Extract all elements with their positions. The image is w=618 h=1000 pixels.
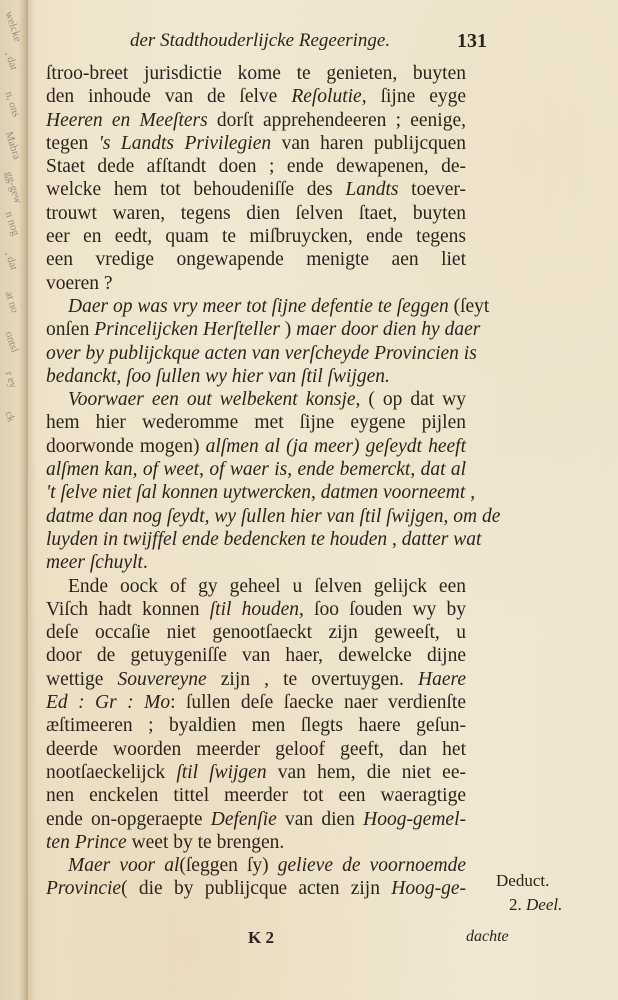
italic-segment: Haere <box>417 668 466 690</box>
gutter-fragment: ck <box>2 410 18 424</box>
roman-segment: voeren ? <box>46 272 113 294</box>
roman-segment: van hem, die niet ee- <box>266 761 466 783</box>
text-line <box>46 458 466 481</box>
italic-segment: Maer voor al <box>68 855 180 877</box>
italic-segment: Daer op was vry meer tot ſijne defentie te ſeggen <box>68 295 449 317</box>
roman-segment: trouwt waren, tegens dien ſelven ſtaet, buyten <box>46 202 466 224</box>
text-line <box>46 202 466 225</box>
roman-segment: eer en eedt, quam te miſbruycken, ende tegens <box>46 226 466 248</box>
text-line <box>46 761 466 784</box>
text-line <box>46 225 466 248</box>
text-line <box>46 575 466 598</box>
roman-segment: , ſijne eyge <box>361 86 467 108</box>
italic-segment: Princelijcken Herſteller <box>94 319 280 341</box>
previous-page-edge <box>0 0 28 1000</box>
italic-segment: 't ſelve niet ſal konnen uytwercken <box>46 482 311 504</box>
roman-segment: nen enckelen tittel meerder tot een waeragtige <box>46 785 466 807</box>
text-line <box>46 691 466 714</box>
roman-segment: nootſaeckelijck <box>46 761 177 783</box>
italic-segment: luyden in twijffel ende bedencken te houden <box>46 528 388 550</box>
italic-segment: Ed : Gr : Mo <box>46 692 171 714</box>
text-line <box>46 831 466 854</box>
text-line <box>46 388 466 411</box>
italic-segment: ſtil ſwijgen <box>176 761 267 783</box>
roman-segment: doorwonde mogen) <box>46 435 206 457</box>
roman-segment: , <box>132 459 143 481</box>
roman-segment: van haren publijcquen <box>271 132 466 154</box>
roman-segment: Viſch hadt konnen <box>46 598 210 620</box>
italic-segment: Voorwaer een out welbekent konsje <box>68 389 356 411</box>
roman-segment: van dien <box>276 808 364 830</box>
roman-segment: welcke hem tot behoudeniſſe des <box>46 179 346 201</box>
italic-segment: dat al <box>420 459 467 481</box>
roman-segment: : ſullen deſe ſaecke naer verdienſte <box>170 692 466 714</box>
gutter-fragment: r ey <box>2 370 20 390</box>
italic-segment: 's Landts Privilegien <box>98 132 272 154</box>
roman-segment: , <box>287 459 298 481</box>
text-line <box>46 528 482 551</box>
italic-segment: Hoog-ge- <box>391 878 466 900</box>
roman-segment: . <box>142 552 148 574</box>
italic-segment: Hoog-gemel- <box>363 808 466 830</box>
page-footer <box>0 928 618 952</box>
text-line <box>46 598 466 621</box>
roman-segment: een vredige ongewapende menigte aen liet <box>46 249 466 271</box>
text-line <box>46 62 466 85</box>
deel-number: 2. <box>509 895 522 914</box>
roman-segment: Staet dede afſtandt doen ; ende dewapenen, de- <box>46 156 466 178</box>
gutter-fragment: at no <box>2 290 21 315</box>
gutter-fragment: n nog <box>2 210 22 238</box>
text-line <box>46 435 466 458</box>
roman-segment: door de getuygeniſſe van haer, dewelcke dijne <box>46 645 466 667</box>
text-line <box>46 668 466 691</box>
italic-segment: Landts <box>345 179 399 201</box>
roman-segment: hem hier wederomme met ſijne eygene pijlen <box>46 412 466 434</box>
roman-segment: (ſeyt <box>448 295 490 317</box>
text-line <box>46 854 466 877</box>
roman-segment: ( die by publijcque acten zijn <box>121 878 392 900</box>
italic-segment: maer door dien hy daer <box>296 319 481 341</box>
italic-segment: over by publijckque acten van verſcheyde Provincien is <box>46 342 477 364</box>
italic-segment: datmen voorneemt <box>320 482 466 504</box>
text-line <box>46 714 466 737</box>
gutter-fragment: Mabra <box>2 130 23 162</box>
text-line <box>46 551 466 574</box>
roman-segment: onſen <box>46 319 95 341</box>
gutter-fragment: ontsl <box>2 330 21 355</box>
italic-segment: meer ſchuylt <box>46 552 143 574</box>
italic-segment: alſmen kan <box>46 459 133 481</box>
deel-label: Deel. <box>526 895 563 914</box>
roman-segment: deſe occaſie niet genootſaeckt zijn geweeſt, u <box>46 622 466 644</box>
roman-segment: æſtimeeren ; byaldien men ſlegts haere geſun- <box>46 715 466 737</box>
side-note-deduct: Deduct. <box>496 871 550 890</box>
text-line <box>46 621 466 644</box>
roman-segment: , <box>410 459 421 481</box>
text-line <box>46 644 466 667</box>
italic-segment: of waer is <box>209 459 288 481</box>
running-head <box>130 30 480 52</box>
text-line <box>46 784 466 807</box>
roman-segment: tegen <box>46 132 99 154</box>
gutter-fragment: n, ons <box>2 90 23 119</box>
italic-segment: ſtil houden <box>209 598 300 620</box>
italic-segment: datme dan nog ſeydt, wy ſullen hier van ſtil ſwijgen, om de <box>46 505 501 527</box>
text-line <box>46 411 466 434</box>
italic-segment: bedanckt, ſoo ſullen wy hier van ſtil ſwijgen. <box>46 365 390 387</box>
running-head-title: der Stadthouderlijcke Regeeringe. <box>130 30 391 51</box>
text-line <box>46 342 477 365</box>
catchword: dachte <box>466 928 509 945</box>
roman-segment: toever- <box>398 179 467 201</box>
italic-segment: ten Prince <box>46 831 127 853</box>
text-line <box>46 505 501 528</box>
roman-segment: , <box>310 482 321 504</box>
roman-segment: , ( op dat wy <box>355 389 466 411</box>
roman-segment: dorſt apprehendeeren ; eenige, <box>207 109 466 131</box>
text-line <box>46 481 476 504</box>
italic-segment: alſmen al (ja meer) geſeydt heeft <box>205 435 466 457</box>
text-line <box>46 808 466 831</box>
text-line <box>46 248 466 271</box>
text-line <box>46 877 466 900</box>
text-line <box>46 178 466 201</box>
italic-segment: ende bemerckt <box>297 459 411 481</box>
roman-segment: , ſoo ſouden wy by <box>299 598 467 620</box>
italic-segment: of weet <box>142 459 200 481</box>
gutter-fragment: welcke <box>2 10 24 44</box>
roman-segment: , <box>465 482 476 504</box>
text-line <box>46 318 481 341</box>
text-line <box>46 365 466 388</box>
side-note-deel <box>509 895 562 915</box>
text-line <box>46 155 466 178</box>
text-line <box>46 109 466 132</box>
roman-segment: , <box>387 528 402 550</box>
italic-segment: Heeren en Meeſters <box>46 109 208 131</box>
body-text <box>46 62 501 901</box>
roman-segment: ſtroo-breet jurisdictie kome te genieten, buyten <box>46 63 466 84</box>
roman-segment: , <box>199 459 210 481</box>
roman-segment: (ſeggen ſy) <box>179 855 278 877</box>
italic-segment: Provincie <box>46 878 122 900</box>
roman-segment: deerde woorden meerder geloof geeft, dan het <box>46 738 466 760</box>
roman-segment: weet by te brengen. <box>126 831 285 853</box>
roman-segment: ende on-opgeraepte <box>46 808 211 830</box>
page-number: 131 <box>457 30 487 52</box>
roman-segment: Ende oock of gy geheel u ſelven gelijck een <box>68 575 466 597</box>
text-line <box>46 132 466 155</box>
text-line <box>46 738 466 761</box>
gutter-fragment: gg-gew <box>2 170 25 206</box>
roman-segment: ) <box>279 319 297 341</box>
text-line <box>46 85 466 108</box>
roman-segment: den inhoude van de ſelve <box>46 86 292 108</box>
roman-segment: wettige <box>46 668 118 690</box>
binding-shadow <box>26 0 36 1000</box>
text-line <box>46 295 490 318</box>
text-line <box>46 272 466 295</box>
gutter-fragment: , dat <box>2 50 20 72</box>
gutter-fragment: , dat <box>2 250 20 272</box>
italic-segment: Souvereyne <box>117 668 207 690</box>
italic-segment: gelieve de voornoemde <box>277 855 466 877</box>
roman-segment: zijn , te overtuygen. <box>206 668 418 690</box>
italic-segment: Reſolutie <box>291 86 362 108</box>
italic-segment: Defenſie <box>210 808 277 830</box>
italic-segment: datter wat <box>401 528 482 550</box>
signature-mark: K 2 <box>248 928 274 947</box>
